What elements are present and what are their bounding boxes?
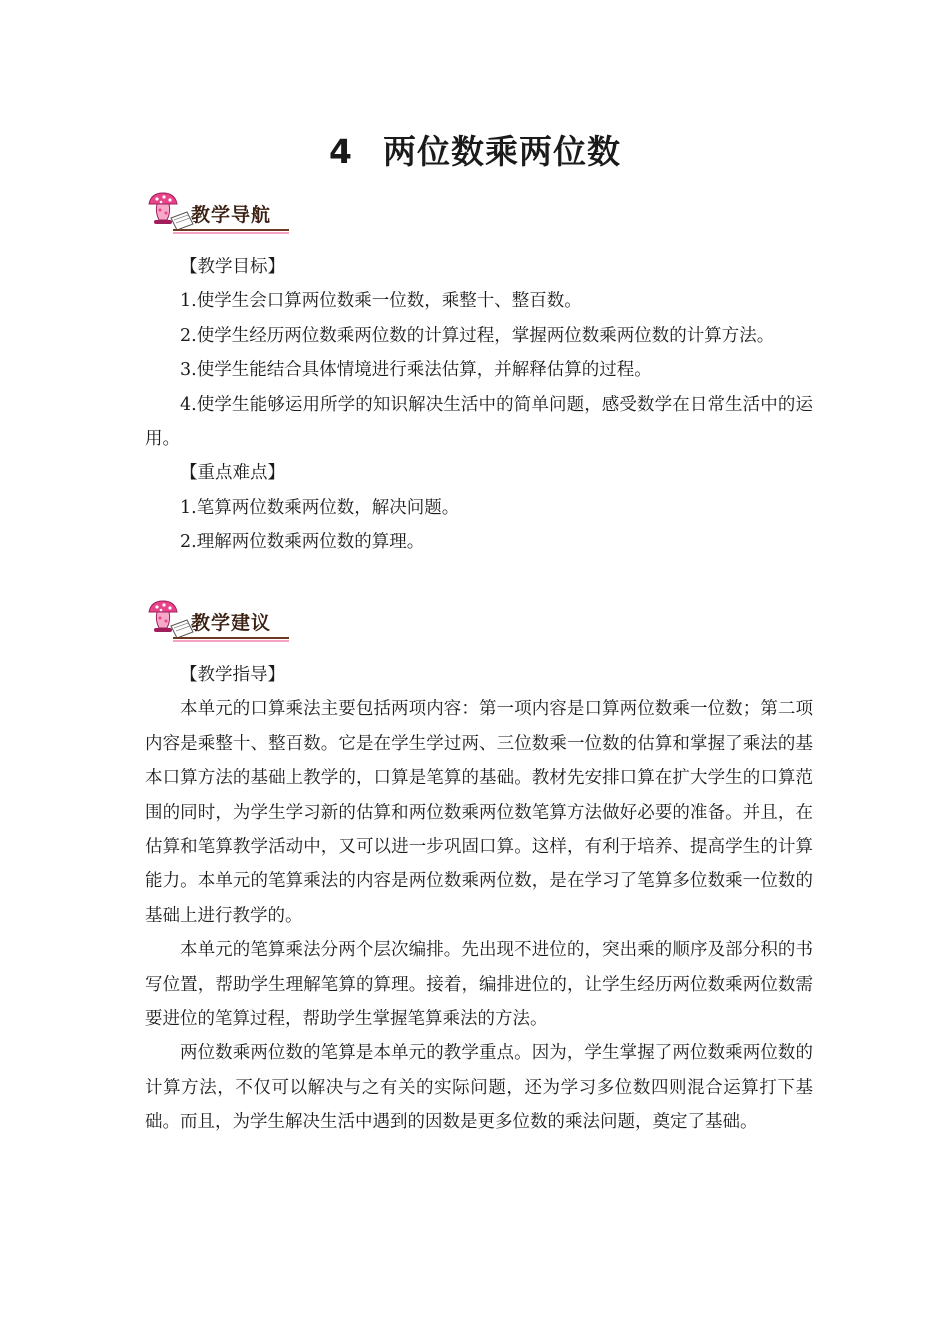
goal-item: 2.使学生经历两位数乘两位数的计算过程，掌握两位数乘两位数的计算方法。 <box>180 325 775 346</box>
guidance-paragraph: 本单元的口算乘法主要包括两项内容：第一项内容是口算两位数乘一位数；第二项内容是乘整十、整百数。它是在学生学过两、三位数乘一位数的估算和掌握了乘法的基本口算方法的基础上教学的，口算是笔算的基础。教材先安排口算在扩大学生的口算范围的同时，为学生学习新的估算和两位数乘两位数笔算方法做好必要的准备。并且，在估算和笔算教学活动中，又可以进一步巩固口算。这样，有利于培养、提高学生的计算能力。本单元的笔算乘法的内容是两位数乘两位数，是在学习了笔算多位数乘一位数的基础上进行教学的。 <box>145 699 813 926</box>
key-point-item: 1.笔算两位数乘两位数，解决问题。 <box>180 497 460 518</box>
key-point-item: 2.理解两位数乘两位数的算理。 <box>180 532 425 553</box>
goal-item: 4.使学生能够运用所学的知识解决生活中的简单问题，感受数学在日常生活中的运用。 <box>145 394 813 450</box>
goal-item: 3.使学生能结合具体情境进行乘法估算，并解释估算的过程。 <box>180 360 652 381</box>
chapter-number: 4 <box>329 132 353 171</box>
banner-label: 教学建议 <box>191 612 272 634</box>
heading-guidance: 【教学指导】 <box>180 665 285 685</box>
goal-item: 1.使学生会口算两位数乘一位数，乘整十、整百数。 <box>180 291 582 312</box>
section-guidance <box>145 658 813 1140</box>
section-banner-navigation <box>143 190 293 236</box>
section-banner-suggestions <box>143 598 293 644</box>
section-goals <box>145 250 813 560</box>
chapter-title: 两位数乘两位数 <box>382 132 621 171</box>
guidance-paragraph: 本单元的笔算乘法分两个层次编排。先出现不进位的，突出乘的顺序及部分积的书写位置，帮助学生理解笔算的算理。接着，编排进位的，让学生经历两位数乘两位数需要进位的笔算过程，帮助学生掌握笔算乘法的方法。 <box>145 940 813 1030</box>
page-title <box>0 126 950 173</box>
heading-key-points: 【重点难点】 <box>180 463 285 484</box>
heading-goals: 【教学目标】 <box>180 257 285 277</box>
guidance-paragraph: 两位数乘两位数的笔算是本单元的教学重点。因为，学生掌握了两位数乘两位数的计算方法，不仅可以解决与之有关的实际问题，还为学习多位数四则混合运算打下基础。而且，为学生解决生活中遇到的因数是更多位数的乘法问题，奠定了基础。 <box>145 1043 813 1133</box>
banner-label: 教学导航 <box>191 204 272 226</box>
